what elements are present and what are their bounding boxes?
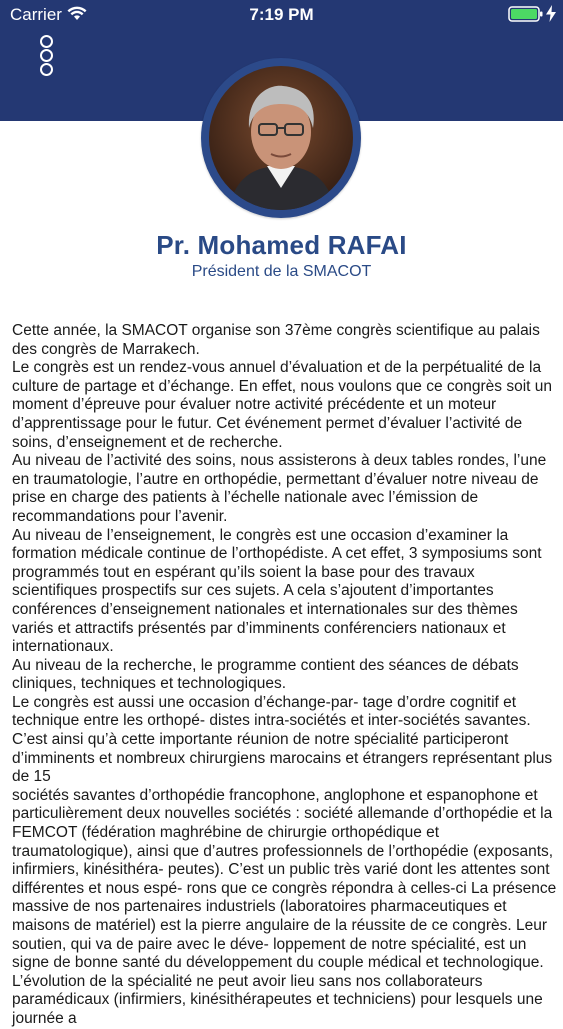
avatar [209,66,353,210]
profile-name: Pr. Mohamed RAFAI [156,230,407,260]
paragraph: Au niveau de l’activité des soins, nous assisterons à deux tables rondes, l’une en traumatologie, l’autre en orthopédie, permettant d’évaluer notre niveau de prise en charge des patients à l’échelle nationale avec l’émission de recommandations pour l’avenir. [12,452,547,525]
profile-avatar [201,58,361,218]
paragraph: Cette année, la SMACOT organise son 37ème congrès scientifique au palais des congrès de Marrakech. [12,322,540,358]
profile-role: Président de la SMACOT [191,263,372,280]
paragraph: Au niveau de l’enseignement, le congrès est une occasion d’examiner la formation médicale continue de l’orthopédiste. A cet effet, 3 symposiums sont programmés tout en espérant qu’ils soient la base pour des travaux scientifiques prospectifs sur ces sujets. A cela s’ajoutent d’importantes conférences d’enseignement nationales et internationales sur des thèmes variés et attractifs présentés par d’imminents conférenciers nationaux et internationaux. [12,526,542,656]
paragraph: Le congrès est un rendez-vous annuel d’évaluation et de la perpétualité de la culture de partage et d’échange. En effet, nous voulons que ce congrès soit un moment d’épreuve pour évaluer notre activité précédente et un moteur d’apprentissage pour le futur. Cet événement permet d’évaluer l’activité de soins, d’enseignement et de recherche. [12,359,553,451]
battery-icon [508,6,544,27]
paragraph: Au niveau de la recherche, le programme contient des séances de débats cliniques, techniques et technologiques. [12,656,519,693]
status-time: 7:19 PM [249,5,314,24]
more-vertical-icon[interactable] [33,33,61,77]
carrier-label: Carrier [10,5,62,24]
paragraph: Le congrès est aussi une occasion d’échange-par- tage d’ordre cognitif et technique entre les orthopé- distes intra-sociétés et inter-sociétés savantes. C’est ainsi qu’à cette importante réunion de notre spécialité participeront d’imminents et nombreux chirurgiens marocains et étrangers représentant plus de 15 sociétés savantes d’orthopédie francophone, anglophone et espanophone et particulièrement deux nouvelles sociétés : société allemande d’orthopédie et la FEMCOT (fédération maghrébine de chirurgie orthopédique et traumatologique), ainsi que d’autres professionnels de l’orthopédie (exposants, infirmiers, kinésithéra- peutes). C’est un public très varié dont les attentes sont différentes et nous espé- rons que ce congrès répondra à celles-ci La présence massive de nos partenaires industriels (laboratoires pharmaceutiques et maisons de matériel) est la pierre angulaire de la réussite de ce congrès. Leur soutien, qui va de paire avec le déve- loppement de notre spécialité, est un signe de bonne santé du développement du couple médical et technologique. L’évolution de la spécialité ne peut avoir lieu sans nos collaborateurs paramédicaux (infirmiers, kinésithérapeutes et techniciens) pour lesquels une journée a [12,693,557,1027]
status-bar [0,0,563,30]
article-body [12,322,557,1029]
charging-icon [546,5,556,27]
